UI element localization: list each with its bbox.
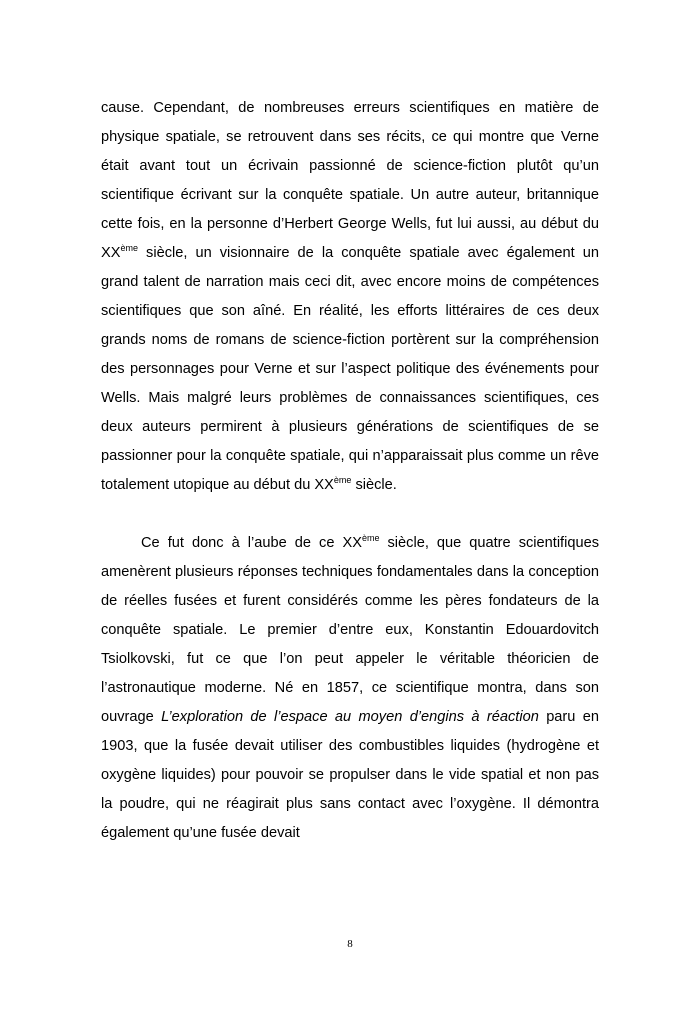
paragraph-1 xyxy=(101,94,599,500)
paragraph-2-text-b: siècle, que quatre scientifiques amenèrent plusieurs réponses techniques fondamentales dans la conception de réelles fusées et furent considérés comme les pères fondateurs de la conquête spatiale. Le premier d’entre eux, Konstantin Edouardovitch Tsiolkovski, fut ce que l’on peut appeler le véritable théoricien de l’astronautique moderne. Né en 1857, ce scientifique montra, dans son ouvrage xyxy=(101,535,600,725)
paragraph-1-text-a: cause. Cependant, de nombreuses erreurs scientifiques en matière de physique spatiale, se retrouvent dans ses récits, ce qui montre que Verne était avant tout un écrivain passionné de science-fiction plutôt qu’un scientifique écrivant sur la conquête spatiale. Un autre auteur, britannique cette fois, en la personne d’Herbert George Wells, fut lui aussi, au début du XX xyxy=(101,100,599,261)
superscript-ordinal: ème xyxy=(361,533,380,543)
superscript-ordinal: ème xyxy=(120,243,138,253)
book-title: L’exploration de l’espace au moyen d’engins à réaction xyxy=(161,709,539,725)
paragraph-1-text-b: siècle, un visionnaire de la conquête spatiale avec également un grand talent de narration mais ceci dit, avec encore moins de compétences scientifiques que son aîné. En réalité, les efforts littéraires de ces deux grands noms de romans de science-fiction portèrent sur la compréhension des personnages pour Verne et sur l’aspect politique des événements pour Wells. Mais malgré leurs problèmes de connaissances scientifiques, ces deux auteurs permirent à plusieurs générations de scientifiques de se passionner pour la conquête spatiale, qui n’apparaissait plus comme un rêve totalement utopique au début du XX xyxy=(101,245,599,493)
paragraph-2-text-c: paru en 1903, que la fusée devait utiliser des combustibles liquides (hydrogène et oxygène liquides) pour pouvoir se propulser dans le vide spatial et non pas la poudre, qui ne réagirait plus sans contact avec l’oxygène. Il démontra également qu’une fusée devait xyxy=(101,709,599,841)
paragraph-1-text-c: siècle. xyxy=(351,477,397,493)
paragraph-2-text-a: Ce fut donc à l’aube de ce XX xyxy=(141,535,362,551)
body-text xyxy=(101,94,599,848)
superscript-ordinal: ème xyxy=(333,475,352,485)
paragraph-2 xyxy=(101,529,599,848)
page-number: 8 xyxy=(347,938,353,950)
